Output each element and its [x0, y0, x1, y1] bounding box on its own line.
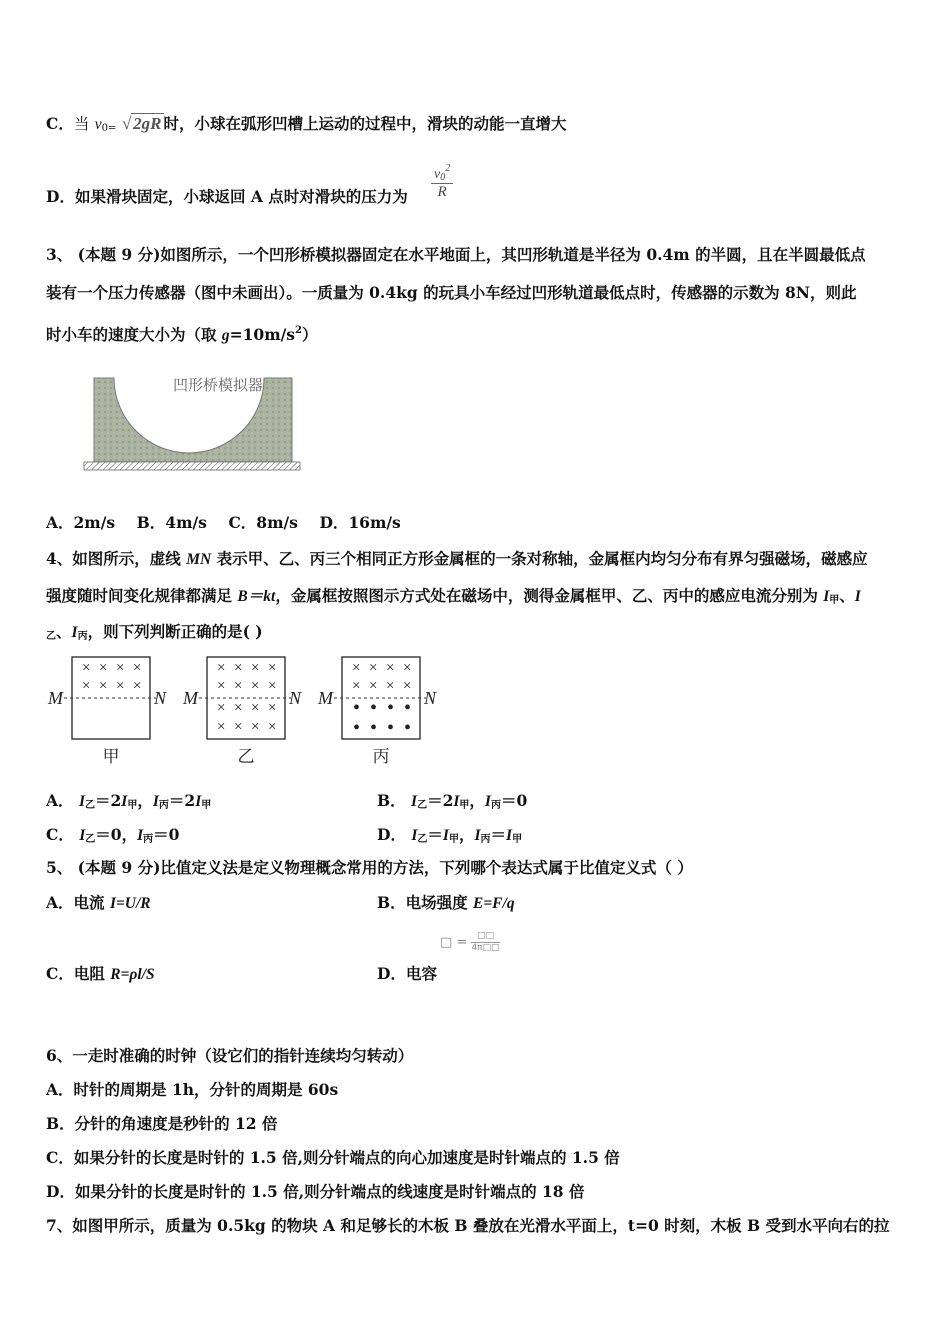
svg-text:×: ×: [217, 700, 226, 716]
q6-option-d: D．如果分针的长度是时针的 1.5 倍,则分针端点的线速度是时针端点的 18 倍: [46, 1182, 585, 1201]
svg-text:×: ×: [369, 660, 378, 676]
svg-text:×: ×: [133, 678, 142, 694]
svg-text:×: ×: [268, 719, 277, 735]
q3-line-2: 装有一个压力传感器（图中未画出）。一质量为 0.4kg 的玩具小车经过凹形轨道最低点时，传感器的示数为 8N，则此: [46, 283, 857, 302]
svg-text:×: ×: [99, 678, 108, 694]
concave-bridge-figure: [80, 368, 304, 478]
svg-text:×: ×: [268, 660, 277, 676]
svg-text:×: ×: [352, 678, 361, 694]
svg-text:•: •: [404, 697, 412, 719]
q5-option-d: D．电容: [377, 964, 437, 983]
q7-stem: 7、如图甲所示，质量为 0.5kg 的物块 A 和足够长的木板 B 叠放在光滑水平面上，t=0 时刻，木板 B 受到水平向右的拉: [46, 1216, 890, 1235]
q3-line-1: 3、 (本题 9 分)如图所示，一个凹形桥模拟器固定在水平地面上，其凹形轨道是半径为 0.4m 的半圆，且在半圆最低点: [46, 245, 866, 264]
q4-line-3: $_乙$、$I_丙$，则下列判断正确的是( ): [46, 622, 263, 642]
svg-text:N: N: [424, 688, 437, 708]
q4-line-2: 强度随时间变化规律都满足 B＝kt，金属框按照图示方式处在磁场中，测得金属框甲、乙、丙中的感应电流分别为 $I_甲$、I: [46, 586, 861, 606]
svg-text:×: ×: [386, 678, 395, 694]
svg-text:M: M: [183, 688, 198, 708]
sqrt-2gR: √ 2gR: [121, 114, 162, 133]
q6-option-a: A．时针的周期是 1h，分针的周期是 60s: [46, 1080, 339, 1099]
svg-text:×: ×: [234, 660, 243, 676]
svg-text:M: M: [48, 688, 63, 708]
q4-option-c: C． $I_乙=0$，$I_丙=0$: [46, 825, 180, 845]
svg-text:×: ×: [82, 660, 91, 676]
caption-yi: 乙: [237, 747, 255, 767]
svg-text:×: ×: [116, 660, 125, 676]
q6-option-c: C．如果分针的长度是时针的 1.5 倍,则分针端点的向心加速度是时针端点的 1.5 倍: [46, 1148, 620, 1167]
svg-text:×: ×: [403, 678, 412, 694]
svg-text:×: ×: [234, 678, 243, 694]
svg-text:×: ×: [251, 700, 260, 716]
q4-option-b: B． $I_乙=2I_甲$，$I_丙=0$: [377, 791, 528, 811]
svg-text:×: ×: [217, 678, 226, 694]
svg-text:•: •: [353, 697, 361, 719]
svg-text:N: N: [154, 688, 167, 708]
q4-line-1: 4、如图所示，虚线 MN 表示甲、乙、丙三个相同正方形金属框的一条对称轴，金属框内均匀分布有界匀强磁场，磁感应: [46, 549, 868, 568]
q4-option-a: A． $I_乙=2I_甲$，$I_丙=2I_甲$: [46, 791, 212, 811]
svg-text:×: ×: [234, 700, 243, 716]
figure-label: 凹形桥模拟器: [172, 376, 264, 394]
q5-option-c: C．电阻 R=ρl/S: [46, 964, 155, 983]
q2-option-d: D．如果滑块固定，小球返回 A 点时对滑块的压力为: [46, 187, 408, 206]
magnetic-frames-figure: [44, 652, 454, 770]
fraction-v0sq-over-R: $\frac{v_0^2}{R}$: [431, 163, 453, 201]
capacitance-formula: □ = □□ 4π□□: [440, 931, 500, 953]
q3-options: A．2m/s B．4m/s C．8m/s D．16m/s: [46, 513, 401, 532]
ground: [84, 462, 300, 470]
svg-text:×: ×: [268, 678, 277, 694]
caption-jia: 甲: [102, 747, 120, 767]
svg-text:×: ×: [268, 700, 277, 716]
svg-text:×: ×: [99, 660, 108, 676]
q5-stem: 5、 (本题 9 分)比值定义法是定义物理概念常用的方法，下列哪个表达式属于比值定义式（ ）: [46, 858, 693, 877]
q2-option-c: C．当 $v_{0=}$ √ 2gR 时，小球在弧形凹槽上运动的过程中，滑块的动能一直增大: [46, 114, 567, 134]
svg-text:N: N: [289, 688, 302, 708]
svg-text:×: ×: [82, 678, 91, 694]
svg-text:•: •: [404, 717, 412, 739]
q6-option-b: B．分针的角速度是秒针的 12 倍: [46, 1114, 278, 1133]
svg-text:•: •: [353, 717, 361, 739]
svg-text:•: •: [370, 717, 378, 739]
caption-bing: 丙: [372, 747, 390, 767]
svg-text:×: ×: [251, 678, 260, 694]
svg-text:×: ×: [217, 660, 226, 676]
svg-text:×: ×: [251, 660, 260, 676]
svg-text:•: •: [387, 697, 395, 719]
field-bing: [352, 660, 411, 739]
svg-text:×: ×: [116, 678, 125, 694]
svg-text:×: ×: [251, 719, 260, 735]
q4-option-d: D． $I_乙=I_甲$，$I_丙=I_甲$: [377, 825, 523, 845]
svg-text:×: ×: [369, 678, 378, 694]
q5-option-b: B．电场强度 E=F/q: [377, 893, 515, 912]
svg-text:M: M: [318, 688, 333, 708]
svg-text:×: ×: [352, 660, 361, 676]
svg-text:×: ×: [133, 660, 142, 676]
field-jia: [82, 660, 141, 694]
svg-text:×: ×: [403, 660, 412, 676]
q5-option-a: A．电流 I=U/R: [46, 893, 151, 912]
svg-text:×: ×: [386, 660, 395, 676]
q3-line-3: 时小车的速度大小为（取 $g=10m/s^2$）: [46, 325, 318, 344]
svg-text:×: ×: [217, 719, 226, 735]
svg-text:•: •: [370, 697, 378, 719]
svg-text:•: •: [387, 717, 395, 739]
svg-text:×: ×: [234, 719, 243, 735]
q6-stem: 6、一走时准确的时钟（设它们的指针连续均匀转动）: [46, 1046, 414, 1065]
